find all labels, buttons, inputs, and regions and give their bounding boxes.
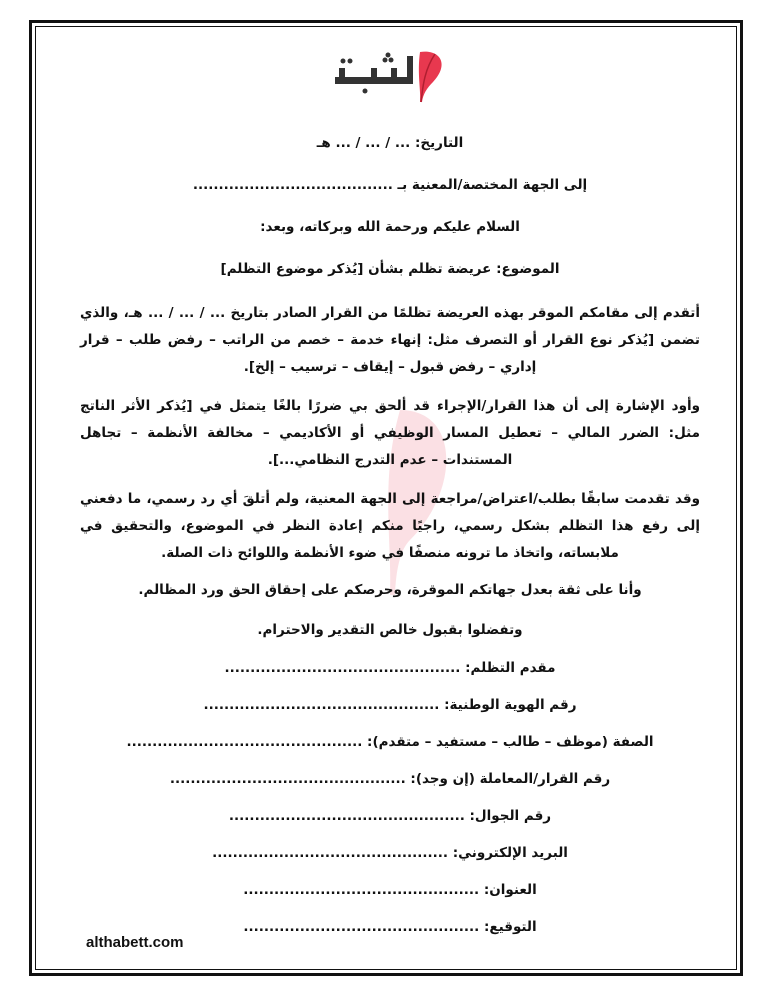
field-decision-number: رقم القرار/المعاملة (إن وجد): .............................................. — [169, 771, 611, 787]
body-paragraph: أتقدم إلى مقامكم الموقر بهذه العريضة تظلمًا من القرار الصادر بتاريخ ... / ... / ... هـ، والذي تضمن [يُذكر نوع القرار أو التصرف مثل: إنهاء خدمة – خصم من الراتب – رفض طلب – قرار إداري – رفض قبول – إيقاف – ترسيب – إلخ]. — [80, 305, 700, 375]
field-email: البريد الإلكتروني: .............................................. — [212, 845, 568, 861]
closing-line: وأنا على ثقة بعدل جهاتكم الموقرة، وحرصكم على إحقاق الحق ورد المظالم. — [138, 582, 642, 598]
recipient-line: إلى الجهة المختصة/المعنية بـ ....................................... — [192, 177, 588, 193]
greeting: السلام عليكم ورحمة الله وبركاته، وبعد: — [260, 219, 520, 235]
footer-website: althabett.com — [86, 934, 184, 951]
closing-line: وتفضلوا بقبول خالص التقدير والاحترام. — [257, 622, 523, 638]
body-paragraph: وقد تقدمت سابقًا بطلب/اعتراض/مراجعة إلى الجهة المعنية، ولم أتلقَ أي رد رسمي، ما دفعني إلى رفع هذا التظلم بشكل رسمي، راجيًا منكم إعادة النظر في الموضوع، والتحقيق في ملابساته، واتخاذ ما ترونه منصفًا في ضوء الأنظمة واللوائح ذات الصلة. — [80, 491, 700, 561]
date-line: التاريخ: ... / ... / ... هـ — [316, 135, 464, 151]
body-paragraph: وأود الإشارة إلى أن هذا القرار/الإجراء قد ألحق بي ضررًا بالغًا يتمثل في [يُذكر الأثر الناتج مثل: الضرر المالي – تعطيل المسار الوظيفي أو الأكاديمي – مخالفة الأنظمة – تجاهل المستندات – عدم التدرج النظامي...]. — [80, 398, 700, 468]
field-mobile: رقم الجوال: .............................................. — [228, 808, 552, 824]
field-capacity: الصفة (موظف – طالب – مستفيد – متقدم): .............................................. — [126, 734, 654, 750]
field-national-id: رقم الهوية الوطنية: .............................................. — [203, 697, 577, 713]
field-signature: التوقيع: .............................................. — [243, 919, 537, 935]
brand-logo — [325, 44, 455, 104]
field-applicant: مقدم التظلم: .............................................. — [224, 660, 556, 676]
document-body — [80, 132, 700, 953]
field-address: العنوان: .............................................. — [243, 882, 537, 898]
subject-line: الموضوع: عريضة تظلم بشأن [يُذكر موضوع التظلم] — [220, 261, 560, 277]
